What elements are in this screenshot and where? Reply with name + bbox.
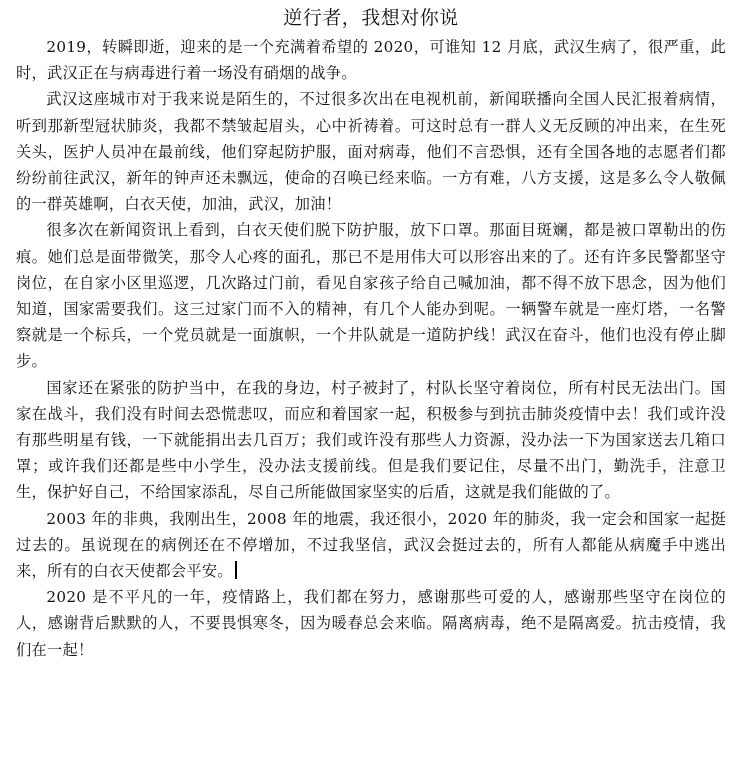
paragraph-5-text: 2003 年的非典，我刚出生，2008 年的地震，我还很小，2020 年的肺炎，我一定会和国家一起挺过去的。虽说现在的病例还在不停增加，不过我坚信，武汉会挺过去的，所有人都能从病魔手中逃出来，所有的白衣天使都会平安。 xyxy=(16,509,726,581)
document-page xyxy=(16,0,726,663)
paragraph-2: 武汉这座城市对于我来说是陌生的，不过很多次出在电视机前，新闻联播向全国人民汇报着病情，听到那新型冠状肺炎，我都不禁皱起眉头，心中祈祷着。可这时总有一群人义无反顾的冲出来，在生死关头，医护人员冲在最前线，他们穿起防护服，面对病毒，他们不言恐惧，还有全国各地的志愿者们都纷纷前往武汉，新年的钟声还未飘远，使命的召唤已经来临。一方有难，八方支援，这是多么令人敬佩的一群英雄啊，白衣天使，加油，武汉，加油！ xyxy=(16,90,726,214)
paragraph-5[interactable] xyxy=(16,506,726,585)
text-cursor xyxy=(235,561,237,579)
paragraph-1: 2019，转瞬即逝，迎来的是一个充满着希望的 2020，可谁知 12 月底，武汉生病了，很严重，此时，武汉正在与病毒进行着一场没有硝烟的战争。 xyxy=(16,38,726,83)
paragraph-4: 国家还在紧张的防护当中，在我的身边，村子被封了，村队长坚守着岗位，所有村民无法出门。国家在战斗，我们没有时间去恐慌悲叹，而应和着国家一起，积极参与到抗击肺炎疫情中去！我们或许没有那些明星有钱，一下就能捐出去几百万；我们或许没有那些人力资源，没办法一下为国家送去几箱口罩；或许我们还都是些中小学生，没办法支援前线。但是我们要记住，尽量不出门，勤洗手，注意卫生，保护好自己，不给国家添乱，尽自己所能做国家坚实的后盾，这就是我们能做的了。 xyxy=(16,378,726,502)
paragraph-3: 很多次在新闻资讯上看到，白衣天使们脱下防护服，放下口罩。那面目斑斓，都是被口罩勒出的伤痕。她们总是面带微笑，那令人心疼的面孔，那已不是用伟大可以形容出来的了。还有许多民警都坚守岗位，在自家小区里巡逻，几次路过门前，看见自家孩子给自己喊加油，都不得不放下思念，因为他们知道，国家需要我们。这三过家门而不入的精神，有几个人能办到呢。一辆警车就是一座灯塔，一名警察就是一个标兵，一个党员就是一面旗帜，一个井队就是一道防护线！武汉在奋斗，他们也没有停止脚步。 xyxy=(16,221,726,371)
document-title: 逆行者，我想对你说 xyxy=(283,7,459,29)
paragraph-6: 2020 是不平凡的一年，疫情路上，我们都在努力，感谢那些可爱的人，感谢那些坚守在岗位的人，感谢背后默默的人，不要畏惧寒冬，因为暖春总会来临。隔离病毒，绝不是隔离爱。抗击疫情，我们在一起！ xyxy=(16,588,726,659)
